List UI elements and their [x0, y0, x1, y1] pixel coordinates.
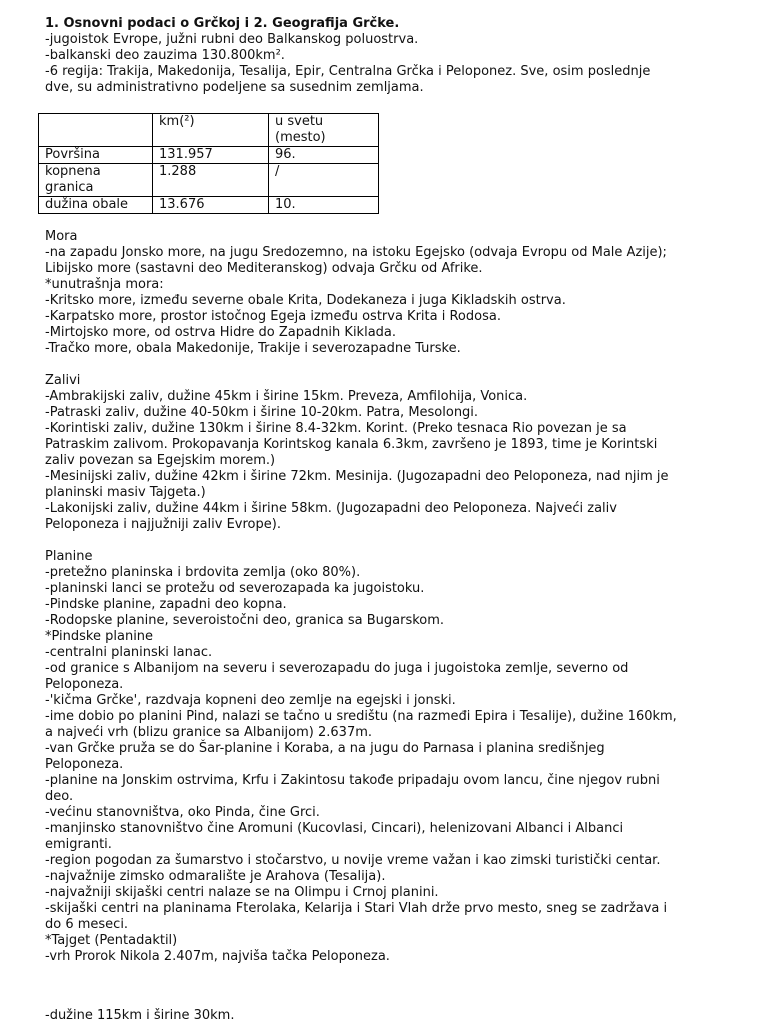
blank-line [45, 533, 768, 549]
section-heading-planine: Planine [45, 549, 93, 564]
planine-line: Peloponeza. [45, 677, 124, 692]
intro-line: dve, su administrativno podeljene sa susednim zemljama. [45, 80, 424, 95]
planine-line: -većinu stanovništva, oko Pinda, čine Grci. [45, 805, 320, 820]
planine-line: -vrh Prorok Nikola 2.407m, najviša tačka Peloponeza. [45, 949, 390, 964]
table-cell: 131.957 [153, 147, 269, 164]
table-cell: 1.288 [153, 164, 269, 197]
mora-line: -Mirtojsko more, od ostrva Hidre do Zapadnih Kiklada. [45, 325, 397, 340]
planine-subheading: *Pindske planine [45, 629, 154, 644]
table-header-cell: u svetu (mesto) [269, 114, 379, 147]
section-heading-zalivi: Zalivi [45, 373, 81, 388]
planine-line: -najvažniji skijaški centri nalaze se na Olimpu i Crnoj planini. [45, 885, 439, 900]
table-row-label: Površina [39, 147, 153, 164]
mora-line: -Tračko more, obala Makedonije, Trakije i severozapadne Turske. [45, 341, 461, 356]
intro-line: -jugoistok Evrope, južni rubni deo Balkanskog poluostrva. [45, 32, 419, 47]
table-cell: 96. [269, 147, 379, 164]
planine-line: -planinski lanci se protežu od severozapada ka jugoistoku. [45, 581, 425, 596]
planine-subheading: *Tajget (Pentadaktil) [45, 933, 178, 948]
mora-line: -Kritsko more, između severne obale Krita, Dodekaneza i juga Kikladskih ostrva. [45, 293, 566, 308]
table-cell: / [269, 164, 379, 197]
zalivi-line: -Patraski zaliv, dužine 40-50km i širine 10-20km. Patra, Mesolongi. [45, 405, 479, 420]
table-header-cell: km(²) [153, 114, 269, 147]
table-row-label: kopnena granica [39, 164, 153, 197]
planine-line: -manjinsko stanovništvo čine Aromuni (Kucovlasi, Cincari), helenizovani Albanci i Albanci [45, 821, 624, 836]
zalivi-line: -Ambrakijski zaliv, dužine 45km i širine 15km. Preveza, Amfilohija, Vonica. [45, 389, 528, 404]
planine-line: -'kičma Grčke', razdvaja kopneni deo zemlje na egejski i jonski. [45, 693, 456, 708]
mora-line: -Karpatsko more, prostor istočnog Egeja između ostrva Krita i Rodosa. [45, 309, 501, 324]
section-zalivi [45, 373, 768, 533]
zalivi-line: planinski masiv Tajgeta.) [45, 485, 206, 500]
section-planine [45, 549, 768, 965]
mora-line: *unutrašnja mora: [45, 277, 164, 292]
table-row [39, 164, 379, 197]
planine-line: -region pogodan za šumarstvo i stočarstvo, u novije vreme važan i kao zimski turistički centar. [45, 853, 661, 868]
planine-line: -ime dobio po planini Pind, nalazi se tačno u središtu (na razmeđi Epira i Tesalije), dužine 160km, [45, 709, 677, 724]
document-title: 1. Osnovni podaci o Grčkoj i 2. Geografija Grčke. [45, 16, 400, 31]
geo-data-table [38, 113, 379, 214]
mora-line: -na zapadu Jonsko more, na jugu Sredozemno, na istoku Egejsko (odvaja Evropu od Male Azije); [45, 245, 667, 260]
zalivi-line: -Lakonijski zaliv, dužine 44km i širine 58km. (Jugozapadni deo Peloponeza. Najveći zaliv [45, 501, 617, 516]
intro-line: -balkanski deo zauzima 130.800km². [45, 48, 285, 63]
table-row [39, 147, 379, 164]
zalivi-line: -Mesinijski zaliv, dužine 42km i širine 72km. Mesinija. (Jugozapadni deo Peloponeza, nad njim je [45, 469, 669, 484]
mora-line: Libijsko more (sastavni deo Mediteranskog) odvaja Grčku od Afrike. [45, 261, 483, 276]
zalivi-line: zaliv povezan sa Egejskim morem.) [45, 453, 276, 468]
planine-line: emigranti. [45, 837, 112, 852]
planine-line: -najvažnije zimsko odmaralište je Arahova (Tesalija). [45, 869, 386, 884]
zalivi-line: Patraskim zalivom. Prokopavanja Korintskog kanala 6.3km, završeno je 1893, time je Korintski [45, 437, 658, 452]
zalivi-line: -Korintiski zaliv, dužine 130km i širine 8.4-32km. Korint. (Preko tesnaca Rio povezan je sa [45, 421, 627, 436]
planine-line: a najveći vrh (blizu granice sa Albanijom) 2.637m. [45, 725, 373, 740]
planine-line: -pretežno planinska i brdovita zemlja (oko 80%). [45, 565, 361, 580]
zalivi-line: Peloponeza i najjužniji zaliv Evrope). [45, 517, 281, 532]
table-cell: 10. [269, 197, 379, 214]
planine-line: -od granice s Albanijom na severu i severozapadu do juga i jugoistoka zemlje, severno od [45, 661, 629, 676]
blank-line [45, 357, 768, 373]
table-header-cell-empty [39, 114, 153, 147]
planine-line: -van Grčke pruža se do Šar-planine i Koraba, a na jugu do Parnasa i planina središnjeg [45, 741, 605, 756]
planine-line: Peloponeza. [45, 757, 124, 772]
table-row [39, 197, 379, 214]
planine-line: -Rodopske planine, severoistočni deo, granica sa Bugarskom. [45, 613, 445, 628]
planine-line: deo. [45, 789, 74, 804]
intro-block [45, 32, 768, 96]
planine-line: -centralni planinski lanac. [45, 645, 213, 660]
planine-line: -Pindske planine, zapadni deo kopna. [45, 597, 287, 612]
intro-line: -6 regija: Trakija, Makedonija, Tesalija, Epir, Centralna Grčka i Peloponez. Sve, osim poslednje [45, 64, 651, 79]
section-mora [45, 229, 768, 357]
planine-line: do 6 meseci. [45, 917, 129, 932]
table-header-row [39, 114, 379, 147]
table-row-label: dužina obale [39, 197, 153, 214]
planine-line: -skijaški centri na planinama Fterolaka, Kelarija i Stari Vlah drže prvo mesto, sneg se zadržava i [45, 901, 668, 916]
trailing-line: -dužine 115km i širine 30km. [45, 1008, 235, 1023]
planine-line: -planine na Jonskim ostrvima, Krfu i Zakintosu takođe pripadaju ovom lancu, čine njegov rubni [45, 773, 660, 788]
table-cell: 13.676 [153, 197, 269, 214]
section-heading-mora: Mora [45, 229, 78, 244]
